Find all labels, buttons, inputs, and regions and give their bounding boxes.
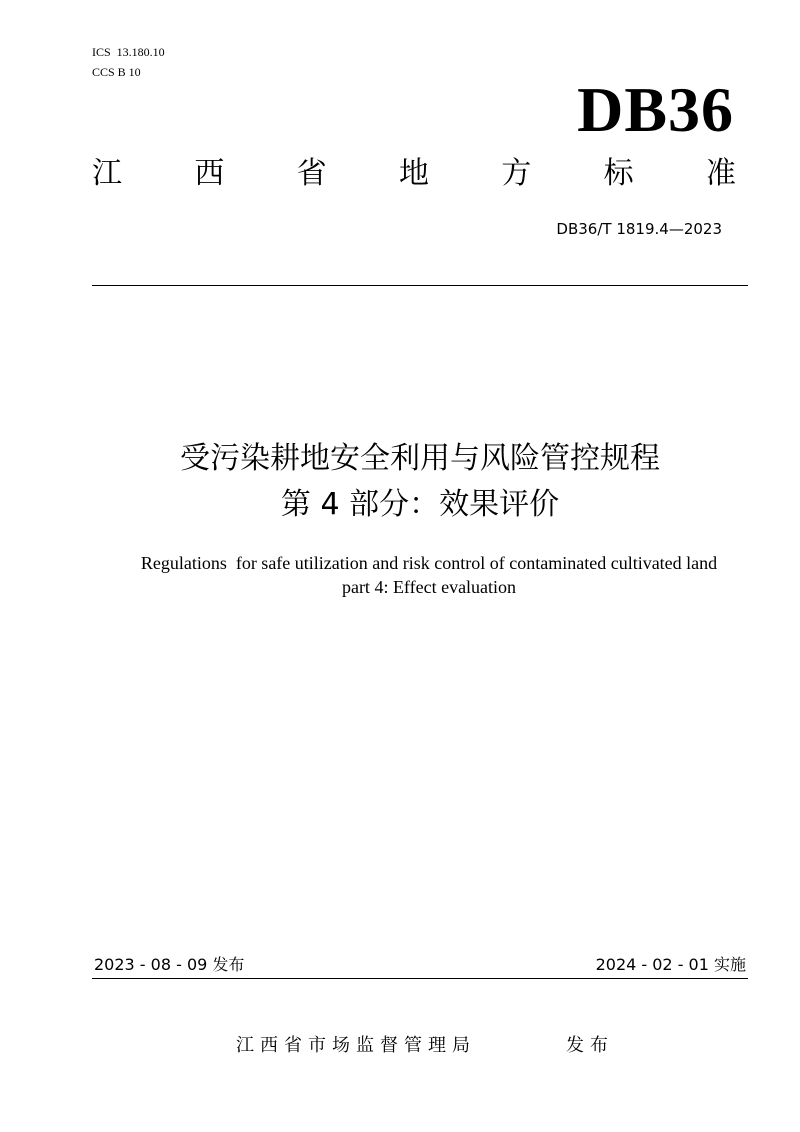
- english-title: [0, 551, 800, 599]
- date-row: [94, 954, 746, 976]
- implementation-date: 2024 - 02 - 01 实施: [595, 955, 746, 974]
- header-divider: [92, 285, 748, 286]
- standard-number: DB36/T 1819.4—2023: [556, 220, 722, 238]
- footer-divider: [92, 978, 748, 979]
- issuing-authority: 江西省市场监督管理局: [236, 1035, 476, 1056]
- standard-type-char: 标: [603, 156, 634, 191]
- standard-type: [92, 152, 736, 196]
- chinese-title: [0, 436, 800, 528]
- english-title-line-2: part 4: Effect evaluation: [341, 577, 517, 597]
- english-title-line-1: Regulations for safe utilization and risk control of contaminated cultivated land: [140, 553, 718, 573]
- standard-type-char: 西: [194, 156, 225, 191]
- standard-type-char: 准: [705, 156, 736, 191]
- standard-type-char: 省: [296, 156, 327, 191]
- ics-code: ICS 13.180.10: [92, 45, 165, 59]
- standard-type-char: 江: [92, 156, 122, 191]
- standard-type-char: 方: [501, 156, 532, 191]
- classification-codes: [92, 42, 165, 82]
- chinese-title-line-2: 第 4 部分：效果评价: [280, 487, 560, 522]
- standard-type-char: 地: [398, 156, 429, 191]
- chinese-title-line-1: 受污染耕地安全利用与风险管控规程: [180, 441, 660, 476]
- standard-code-logo: DB36: [577, 74, 734, 145]
- issued-label: 发布: [566, 1035, 614, 1056]
- ccs-code: CCS B 10: [92, 65, 141, 79]
- release-date: 2023 - 08 - 09 发布: [94, 955, 245, 974]
